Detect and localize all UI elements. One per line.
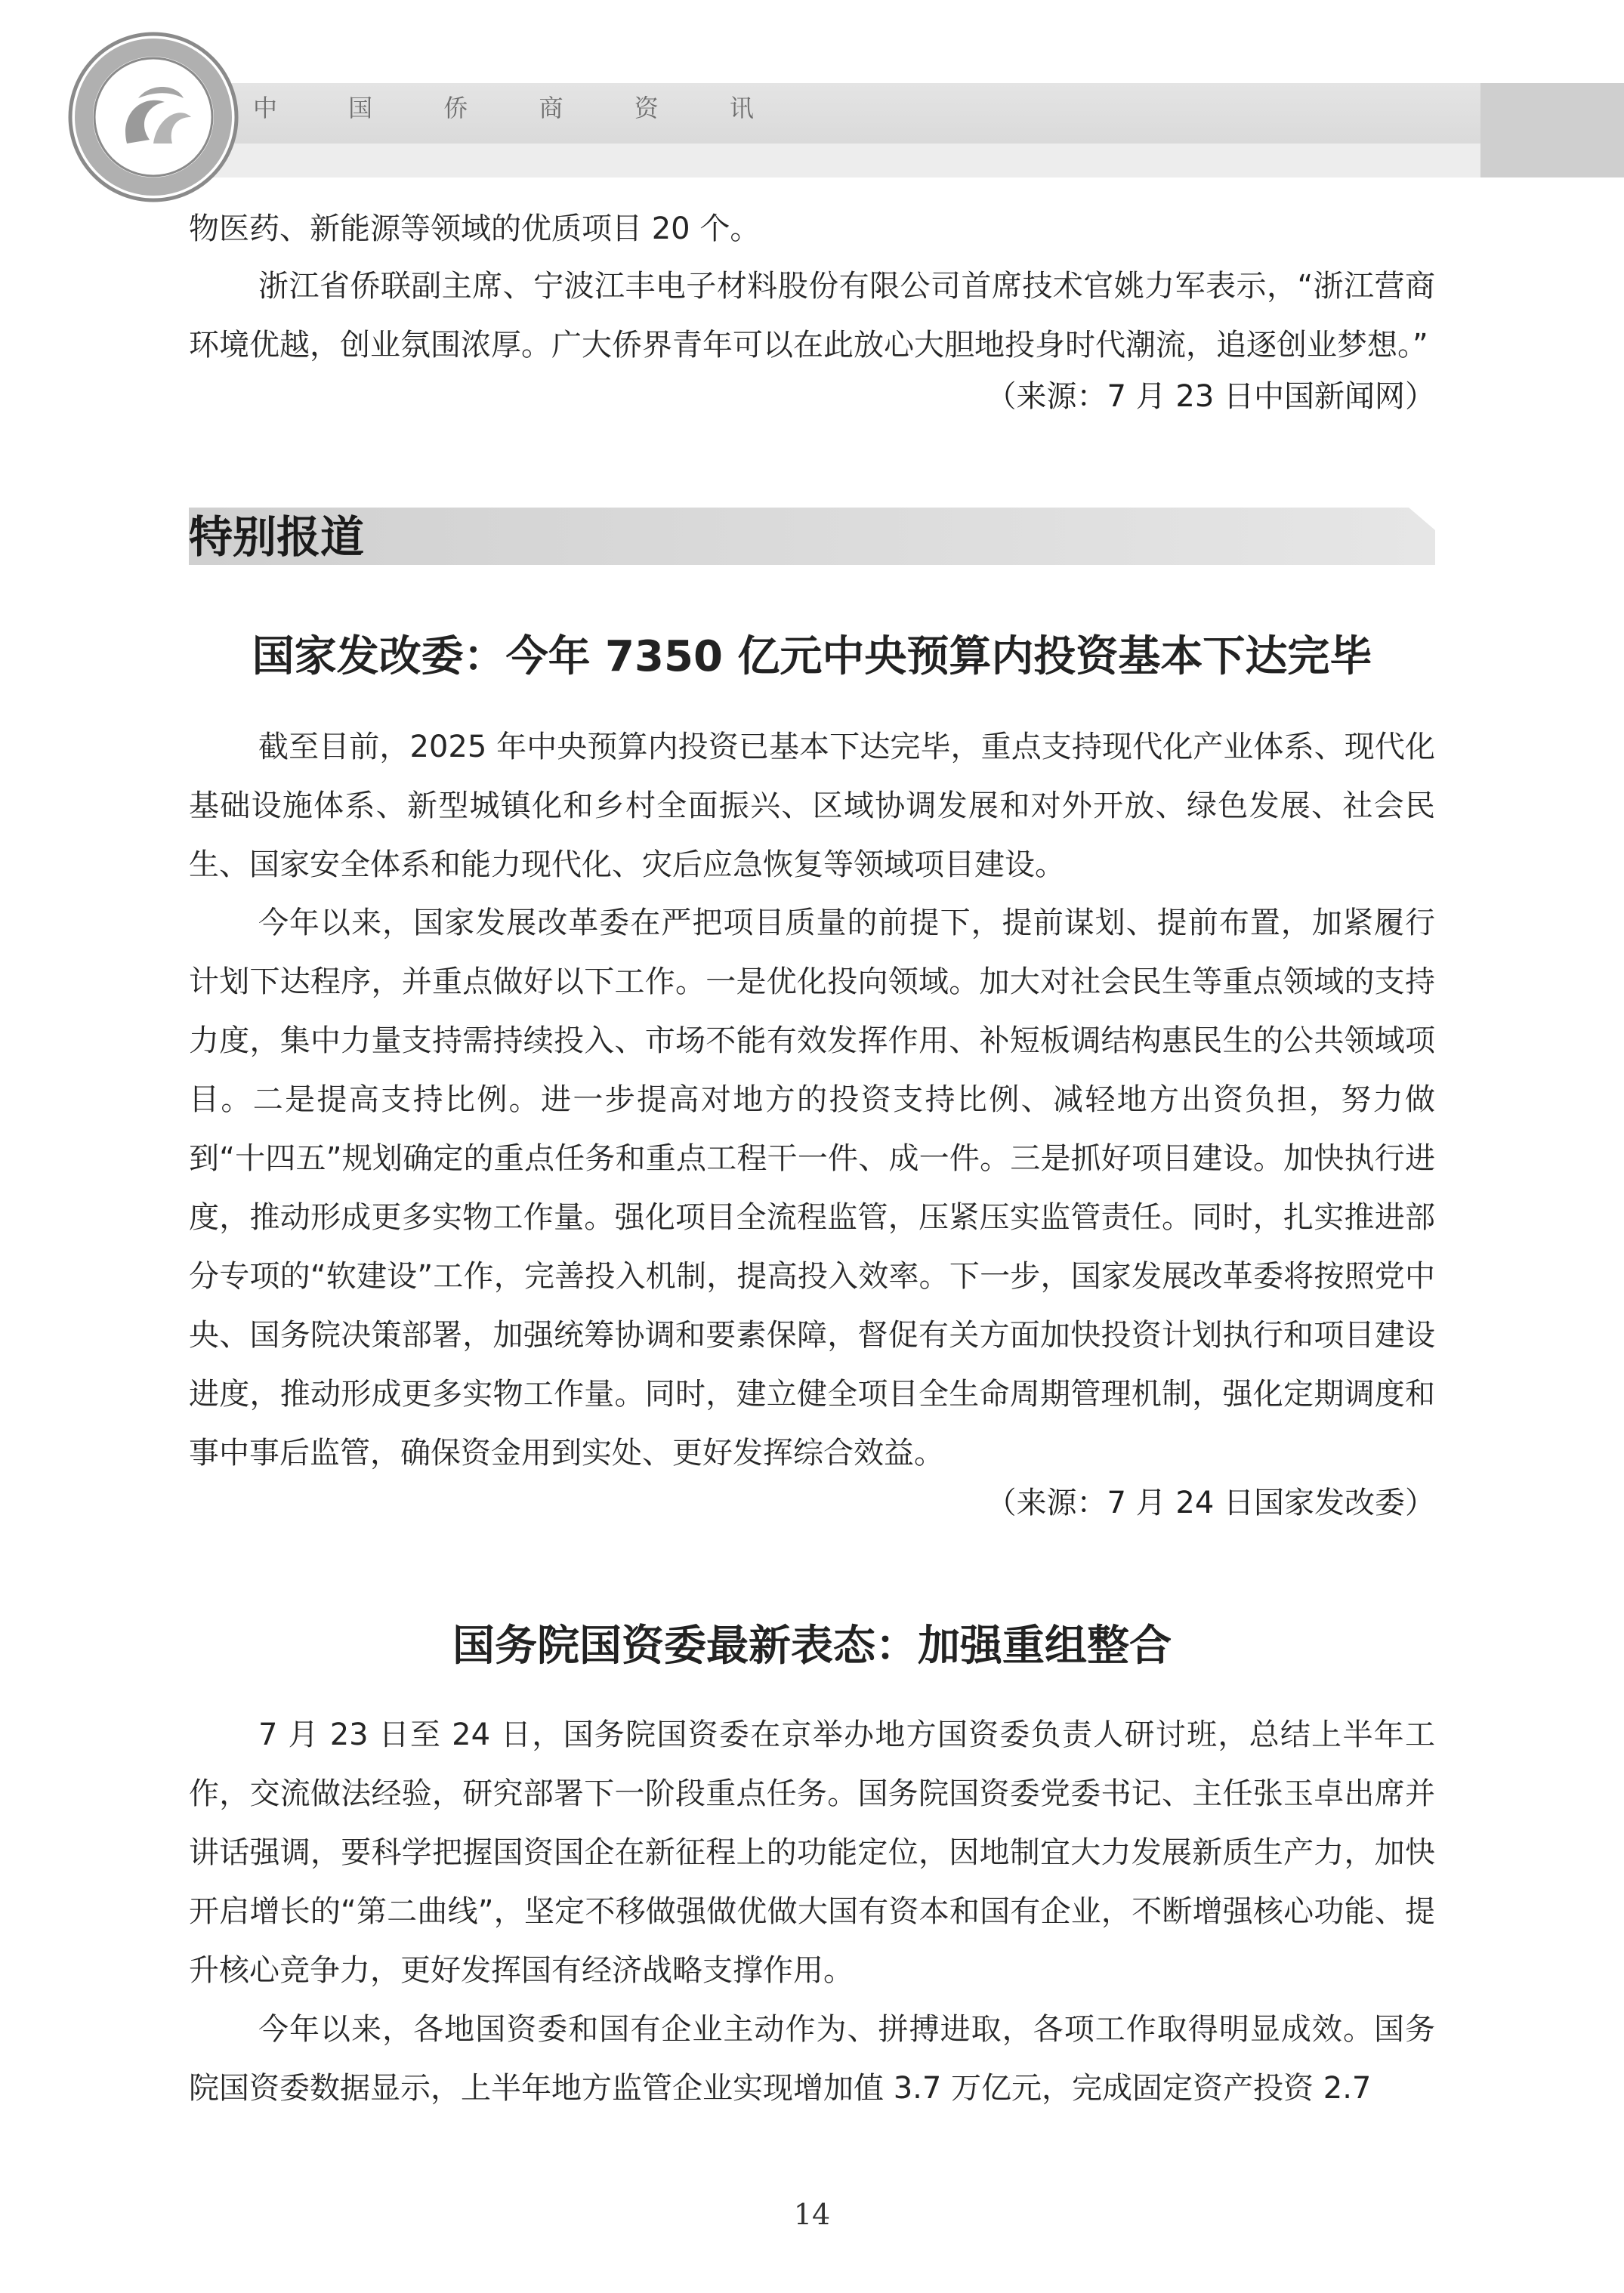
intro-paragraph-2: 浙江省侨联副主席、宁波江丰电子材料股份有限公司首席技术官姚力军表示，“浙江营商环境优越，创业氛围浓厚。广大侨界青年可以在此放心大胆地投身时代潮流，追逐创业梦想。”	[189, 269, 1435, 363]
intro-paragraph-1: 物医药、新能源等领域的优质项目 20 个。	[189, 211, 761, 246]
header-title: 中 国 侨 商 资 讯	[253, 94, 786, 122]
article-2-title: 国务院国资委最新表态：加强重组整合	[452, 1622, 1172, 1671]
article-2-paragraph-1: 7 月 23 日至 24 日，国务院国资委在京举办地方国资委负责人研讨班，总结上半年工作，交流做法经验，研究部署下一阶段重点任务。国务院国资委党委书记、主任张玉卓出席并讲话强调，要科学把握国资国企在新征程上的功能定位，因地制宜大力发展新质生产力，加快开启增长的“第二曲线”，坚定不移做强做优做大国有资本和国有企业，不断增强核心功能、提升核心竞争力，更好发挥国有经济战略支撑作用。	[189, 1717, 1435, 1988]
publication-logo	[66, 30, 240, 204]
article-1-paragraph-1: 截至目前，2025 年中央预算内投资已基本下达完毕，重点支持现代化产业体系、现代化基础设施体系、新型城镇化和乡村全面振兴、区域协调发展和对外开放、绿色发展、社会民生、国家安全体系和能力现代化、灾后应急恢复等领域项目建设。	[189, 730, 1435, 882]
intro-source: （来源：7 月 23 日中国新闻网）	[986, 379, 1435, 414]
section-banner-shape	[189, 508, 1435, 565]
article-1-title: 国家发改委：今年 7350 亿元中央预算内投资基本下达完毕	[252, 632, 1372, 681]
section-banner	[189, 508, 1435, 565]
article-2-paragraph-2: 今年以来，各地国资委和国有企业主动作为、拼搏进取，各项工作取得明显成效。国务院国资委数据显示，上半年地方监管企业实现增加值 3.7 万亿元，完成固定资产投资 2.7	[189, 2012, 1435, 2106]
article-1-paragraph-2: 今年以来，国家发展改革委在严把项目质量的前提下，提前谋划、提前布置，加紧履行计划下达程序，并重点做好以下工作。一是优化投向领域。加大对社会民生等重点领域的支持力度，集中力量支持需持续投入、市场不能有效发挥作用、补短板调结构惠民生的公共领域项目。二是提高支持比例。进一步提高对地方的投资支持比例、减轻地方出资负担，努力做到“十四五”规划确定的重点任务和重点工程干一件、成一件。三是抓好项目建设。加快执行进度，推动形成更多实物工作量。强化项目全流程监管，压紧压实监管责任。同时，扎实推进部分专项的“软建设”工作，完善投入机制，提高投入效率。下一步，国家发展改革委将按照党中央、国务院决策部署，加强统筹协调和要素保障，督促有关方面加快投资计划执行和项目建设进度，推动形成更多实物工作量。同时，建立健全项目全生命周期管理机制，强化定期调度和事中事后监管，确保资金用到实处、更好发挥综合效益。	[189, 906, 1435, 1471]
article-1-source: （来源：7 月 24 日国家发改委）	[986, 1486, 1435, 1520]
header-accent-bar	[1480, 83, 1624, 177]
section-label: 特别报道	[189, 511, 365, 563]
header-band-lower	[174, 144, 1624, 177]
page-number: 14	[793, 2198, 831, 2231]
